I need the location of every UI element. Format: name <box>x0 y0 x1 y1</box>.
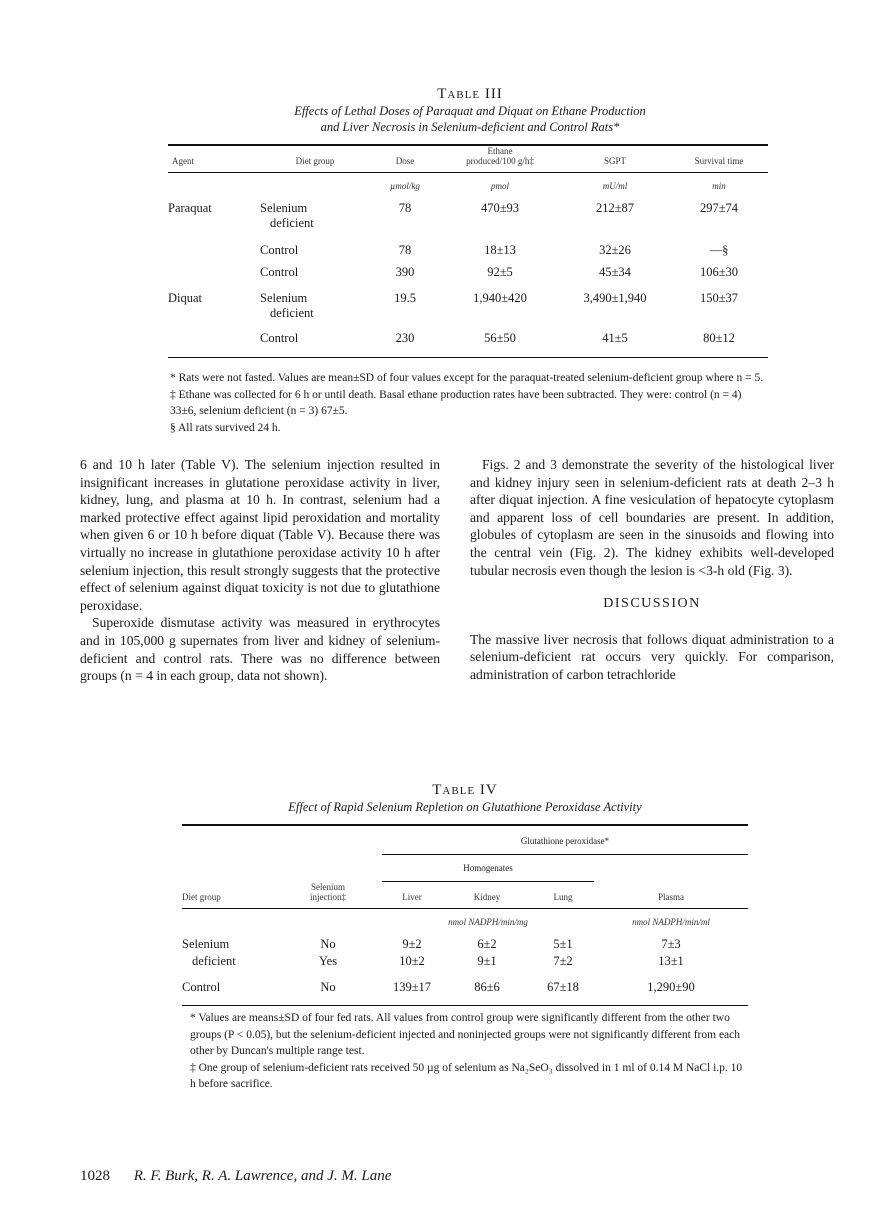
cell: 139±17 <box>392 979 432 994</box>
cell: 13±1 <box>658 953 684 968</box>
cell: 41±5 <box>602 331 628 345</box>
cell: 3,490±1,940 <box>583 291 647 305</box>
table-row <box>168 201 768 243</box>
cell: 150±37 <box>699 291 739 305</box>
cell: 78 <box>398 243 412 257</box>
cell: 5±1 <box>553 936 573 951</box>
cell: Control <box>260 331 299 345</box>
footnote: * Rats were not fasted. Values are mean±SD of four values except for the paraquat-treated selenium-deficient group where n = 5. <box>170 372 764 384</box>
table3-footnotes <box>170 370 766 436</box>
header-homogenates: Homogenates <box>382 855 594 882</box>
cell: 18±13 <box>484 243 516 257</box>
cell: 106±30 <box>699 265 739 279</box>
cell: No <box>320 936 336 951</box>
cell: 9±2 <box>402 936 422 951</box>
header-dose: Dose <box>395 156 415 166</box>
footnote: § All rats survived 24 h. <box>170 421 281 434</box>
table-row <box>168 291 768 331</box>
unit-survival: min <box>712 181 726 191</box>
header-ethane-line2: produced/100 g/h‡ <box>466 156 534 166</box>
header-lung: Lung <box>553 891 573 902</box>
cell: deficient <box>192 953 236 968</box>
table4-footnotes <box>190 1010 746 1093</box>
unit-homogenates: nmol NADPH/min/mg <box>448 916 528 927</box>
paragraph: The massive liver necrosis that follows diquat administration to a selenium-deficient rat occurs very quickly. For comparison, administration of carbon tetrachloride <box>470 631 834 682</box>
cell: 6±2 <box>477 936 497 951</box>
table-row <box>168 243 768 265</box>
cell: Selenium deficient <box>260 201 314 230</box>
cell: Selenium <box>182 936 230 951</box>
table-row <box>168 265 768 291</box>
paragraph: Figs. 2 and 3 demonstrate the severity of the histological liver and kidney injury seen in selenium-deficient rats at death 2–3 h after diquat injection. A fine vesiculation of hepatocyte cytoplasm and apparent loss of cell boundaries are present. In addition, globules of cytoplasm are seen in the sinusoids and flowing into the central vein (Fig. 2). The kidney exhibits well-developed tubular necrosis even though the lesion is <3-h old (Fig. 3). <box>470 457 834 578</box>
cell: 92±5 <box>487 265 513 279</box>
table-row <box>182 954 748 980</box>
cell: Paraquat <box>168 201 212 215</box>
footnote: * Values are means±SD of four fed rats. All values from control group were significantly different from the other two groups (P < 0.05), but the selenium-deficient injected and noninjected groups were not significantly different from each other by Duncan's multiple range test. <box>190 1012 741 1057</box>
cell: Control <box>260 265 299 279</box>
cell: 86±6 <box>474 979 500 994</box>
cell: 390 <box>395 265 415 279</box>
table4-caption <box>170 782 760 815</box>
header-ethane <box>440 145 560 173</box>
header-selenium-injection: Selenium injection‡ <box>310 881 346 902</box>
table3 <box>168 144 768 358</box>
unit-dose: µmol/kg <box>390 181 420 191</box>
cell: 9±1 <box>477 953 497 968</box>
section-heading: DISCUSSION <box>603 596 701 612</box>
paragraph: 6 and 10 h later (Table V). The selenium injection resulted in insignificant increases in glutatione peroxidase activity in liver, kidney, lung, and plasma at 10 h. In contrast, selenium had a marked protective effect against lipid peroxidation and mortality when given 6 or 10 h before diquat (Table V). Because there was virtually no increase in glutathione peroxidase activity 10 h after selenium injection, this result strongly suggests that the protective effect of selenium against diquat toxicity is not due to glutathione peroxidase. <box>80 457 440 613</box>
header-plasma: Plasma <box>658 891 684 902</box>
cell: 80±12 <box>703 331 735 345</box>
cell: Selenium deficient <box>260 291 314 320</box>
cell: 230 <box>395 331 415 345</box>
unit-ethane: pmol <box>491 181 509 191</box>
cell: 1,290±90 <box>647 979 695 994</box>
cell: Diquat <box>168 291 203 305</box>
footnote: ‡ Ethane was collected for 6 h or until death. Basal ethane production rates have been subtracted. They were: control (n = 4) 33±6, selenium deficient (n = 3) 67±5. <box>170 388 742 417</box>
header-diet-group: Diet group <box>182 891 221 902</box>
table4-title: Effect of Rapid Selenium Repletion on Glutathione Peroxidase Activity <box>288 800 642 814</box>
cell: 1,940±420 <box>473 291 527 305</box>
cell: Yes <box>318 953 338 968</box>
cell: No <box>320 979 336 994</box>
header-diet-group: Diet group <box>295 156 335 166</box>
footnote: ‡ One group of selenium-deficient rats received 50 µg of selenium as Na₂SeO₃ dissolved in 1 ml of 0.14 M NaCl i.p. 10 h before sacrifice. <box>190 1061 743 1090</box>
cell: 7±2 <box>553 953 573 968</box>
unit-sgpt: mU/ml <box>602 181 628 191</box>
left-column <box>80 456 440 685</box>
header-sgpt: SGPT <box>603 156 626 166</box>
cell: 297±74 <box>699 201 739 215</box>
cell: 19.5 <box>394 291 416 305</box>
table-row <box>168 331 768 357</box>
table-row <box>182 937 748 954</box>
cell: 67±18 <box>547 979 579 994</box>
cell: 470±93 <box>480 201 520 215</box>
cell: 78 <box>398 201 412 215</box>
table4 <box>182 824 748 1006</box>
table3-title-line2: and Liver Necrosis in Selenium-deficient and Control Rats* <box>320 120 620 134</box>
header-agent: Agent <box>172 156 194 166</box>
header-kidney: Kidney <box>473 891 501 902</box>
cell: 212±87 <box>595 201 635 215</box>
cell: 10±2 <box>399 953 425 968</box>
cell: —§ <box>709 243 729 257</box>
table4-number: Table IV <box>432 782 498 798</box>
page-number: 1028 <box>80 1168 110 1184</box>
header-ethane-line1: Ethane <box>487 146 513 156</box>
cell: 56±50 <box>484 331 516 345</box>
cell: 7±3 <box>661 936 681 951</box>
page-footer <box>80 1168 391 1185</box>
cell: 45±34 <box>599 265 631 279</box>
cell: 32±26 <box>599 243 631 257</box>
header-liver: Liver <box>402 891 422 902</box>
cell: Control <box>260 243 299 257</box>
cell: Control <box>182 979 221 994</box>
table-row <box>182 980 748 1006</box>
table3-title-line1: Effects of Lethal Doses of Paraquat and Diquat on Ethane Production <box>294 104 646 118</box>
right-column <box>470 456 834 684</box>
running-authors: R. F. Burk, R. A. Lawrence, and J. M. Lane <box>133 1168 392 1184</box>
unit-plasma: nmol NADPH/min/ml <box>632 916 710 927</box>
table3-number: Table III <box>437 86 503 102</box>
header-survival: Survival time <box>694 156 744 166</box>
table3-caption <box>160 86 780 135</box>
paragraph: Superoxide dismutase activity was measured in erythrocytes and in 105,000 g supernates from liver and kidney of selenium-deficient and control rats. There was no difference between groups (n = 4 in each group, data not shown). <box>80 615 440 684</box>
header-glutathione-peroxidase: Glutathione peroxidase* <box>382 825 748 855</box>
